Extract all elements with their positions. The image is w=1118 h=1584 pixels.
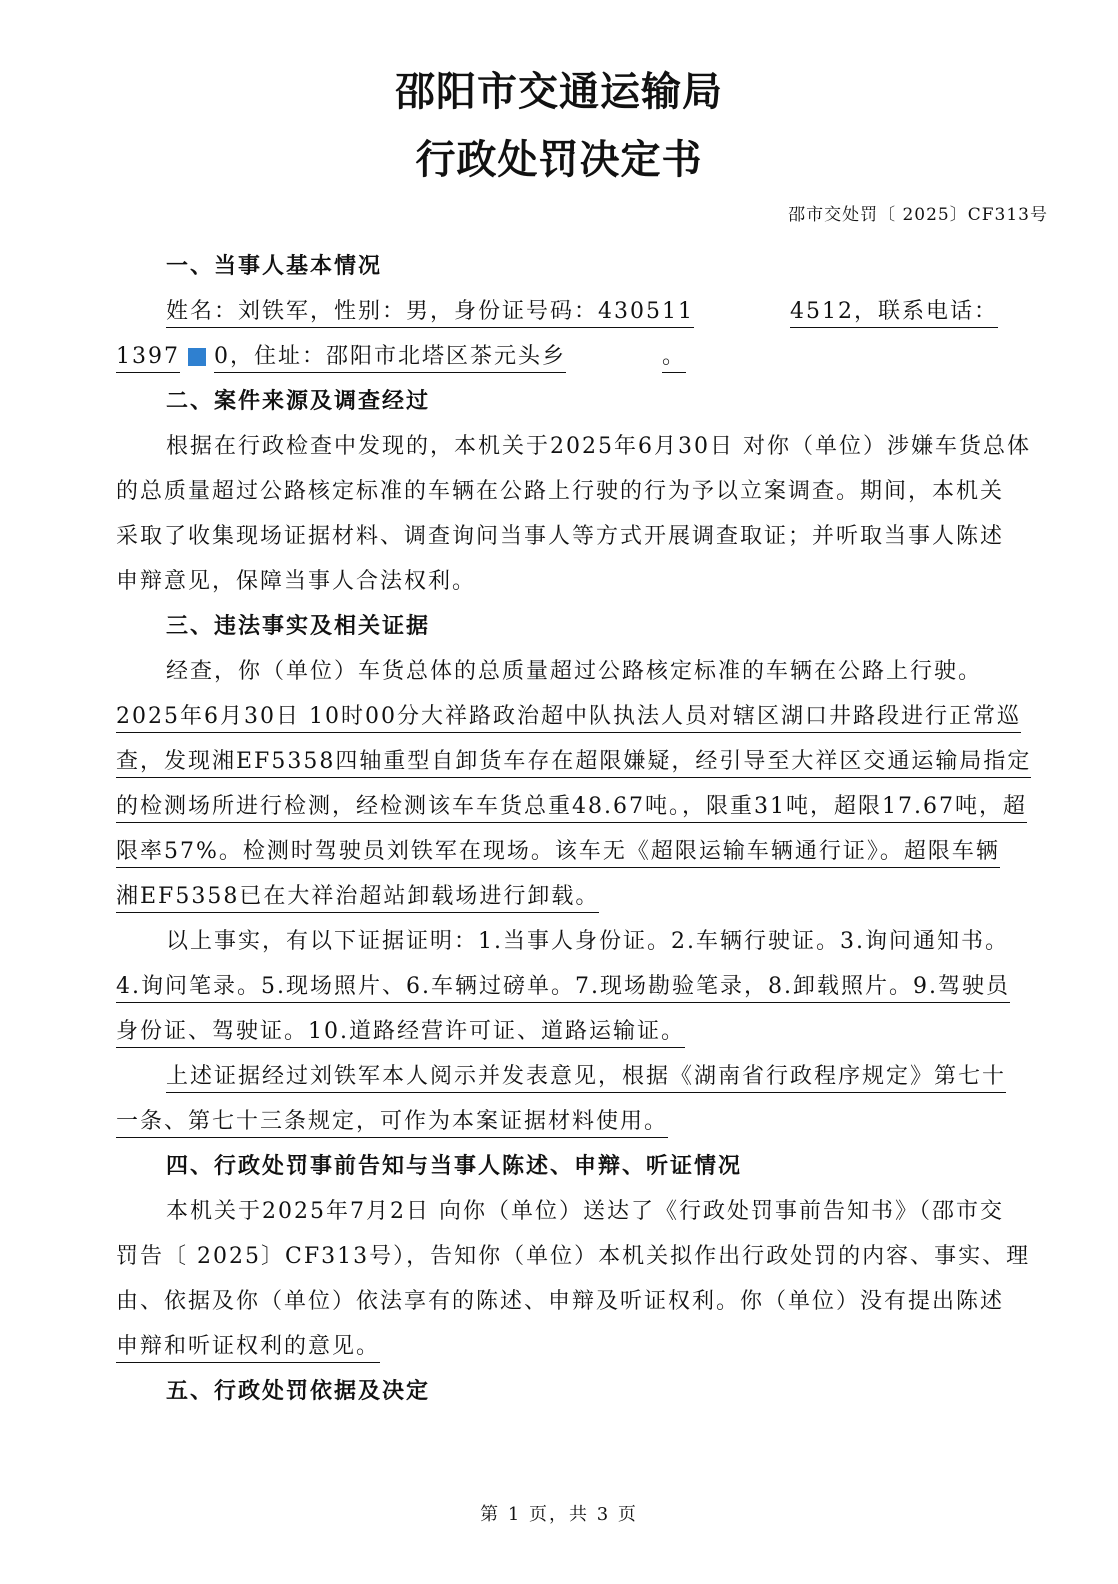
section-heading-2: 二、案件来源及调查经过 xyxy=(166,389,431,414)
section-heading-1: 一、当事人基本情况 xyxy=(166,254,383,279)
party-address-end: 。 xyxy=(662,344,686,373)
paragraph-line: 采取了收集现场证据材料、调查询问当事人等方式开展调查取证；并听取当事人陈述 xyxy=(116,524,1005,549)
paragraph-line: 上述证据经过刘铁军本人阅示并发表意见，根据《湖南省行政程序规定》第七十 xyxy=(116,1054,1046,1099)
paragraph-line: 申辩和听证权利的意见。 xyxy=(116,1324,1046,1369)
party-info-line-2 xyxy=(116,334,1046,379)
party-name-id: 姓名：刘铁军，性别：男，身份证号码：430511 xyxy=(166,299,694,328)
paragraph-line: 罚告〔 2025〕CF313号），告知你（单位）本机关拟作出行政处罚的内容、事实、理 xyxy=(116,1244,1031,1269)
section-heading-4: 四、行政处罚事前告知与当事人陈述、申辩、听证情况 xyxy=(166,1154,743,1179)
paragraph-line: 4.询问笔录。5.现场照片、6.车辆过磅单。7.现场勘验笔录，8.卸载照片。9.驾驶员 xyxy=(116,964,1046,1009)
paragraph-line: 经查，你（单位）车货总体的总质量超过公路核定标准的车辆在公路上行驶。 xyxy=(166,659,983,684)
paragraph-line: 的检测场所进行检测，经检测该车车货总重48.67吨。，限重31吨，超限17.67吨，超 xyxy=(116,784,1046,829)
paragraph-line: 一条、第七十三条规定，可作为本案证据材料使用。 xyxy=(116,1099,1046,1144)
redaction-mark xyxy=(188,348,206,366)
issuing-organization: 邵阳市交通运输局 xyxy=(395,69,723,115)
paragraph-line: 2025年6月30日 10时00分大祥路政治超中队执法人员对辖区湖口井路段进行正常巡 xyxy=(116,694,1046,739)
document-number: 邵市交处罚〔 2025〕CF313号 xyxy=(788,205,1048,225)
paragraph-line: 湘EF5358已在大祥治超站卸载场进行卸载。 xyxy=(116,874,1046,919)
document-title: 行政处罚决定书 xyxy=(415,137,703,183)
redacted-area xyxy=(694,302,790,322)
party-phone-label: 4512，联系电话： xyxy=(790,299,998,328)
section-heading-5: 五、行政处罚依据及决定 xyxy=(166,1379,431,1404)
page-number: 第 1 页，共 3 页 xyxy=(480,1504,638,1525)
party-phone-prefix: 1397 xyxy=(116,344,180,373)
party-info-line-1 xyxy=(116,289,1046,334)
paragraph-line: 申辩意见，保障当事人合法权利。 xyxy=(116,569,477,594)
paragraph-line: 由、依据及你（单位）依法享有的陈述、申辩及听证权利。你（单位）没有提出陈述 xyxy=(116,1289,1005,1314)
paragraph-line: 以上事实，有以下证据证明：1.当事人身份证。2.车辆行驶证。3.询问通知书。 xyxy=(166,929,1009,954)
paragraph-line: 查，发现湘EF5358四轴重型自卸货车存在超限嫌疑，经引导至大祥区交通运输局指定 xyxy=(116,739,1046,784)
paragraph-line: 的总质量超过公路核定标准的车辆在公路上行驶的行为予以立案调查。期间，本机关 xyxy=(116,479,1005,504)
paragraph-line: 身份证、驾驶证。10.道路经营许可证、道路运输证。 xyxy=(116,1009,1046,1054)
party-address: 0，住址：邵阳市北塔区茶元头乡 xyxy=(214,344,566,373)
redacted-area-2 xyxy=(566,347,662,367)
section-heading-3: 三、违法事实及相关证据 xyxy=(166,614,431,639)
document-body xyxy=(116,244,1046,1414)
paragraph-line: 限率57%。检测时驾驶员刘铁军在现场。该车无《超限运输车辆通行证》。超限车辆 xyxy=(116,829,1046,874)
paragraph-line: 根据在行政检查中发现的，本机关于2025年6月30日 对你（单位）涉嫌车货总体 xyxy=(166,434,1031,459)
paragraph-line: 本机关于2025年7月2日 向你（单位）送达了《行政处罚事前告知书》（邵市交 xyxy=(166,1199,1004,1224)
